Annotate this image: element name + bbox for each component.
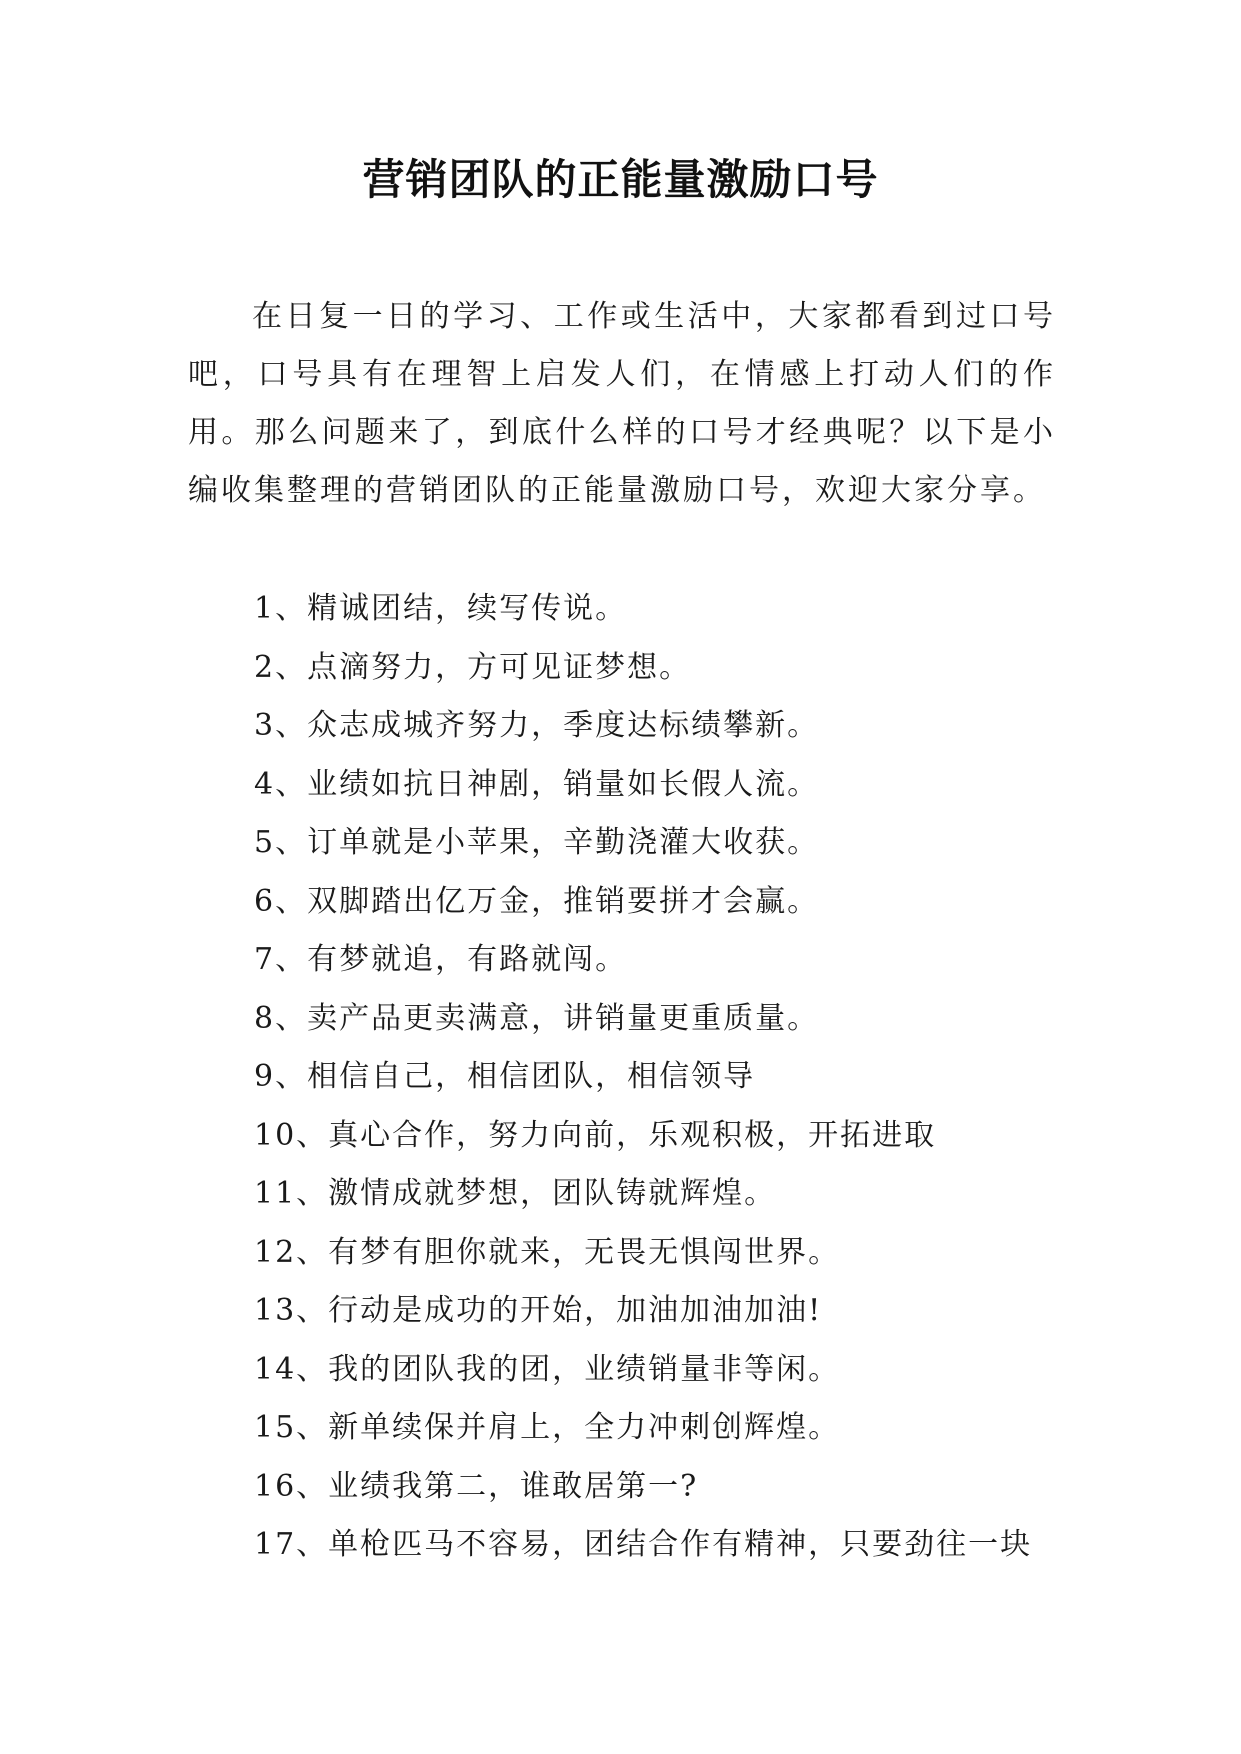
- slogan-item: 16、业绩我第二，谁敢居第一?: [254, 1468, 699, 1504]
- slogan-item: 7、有梦就追，有路就闯。: [254, 942, 628, 977]
- slogan-item: 5、订单就是小苹果，辛勤浇灌大收获。: [254, 825, 820, 860]
- slogan-item: 6、双脚踏出亿万金，推销要拼才会赢。: [254, 883, 820, 919]
- document-title: 营销团队的正能量激励口号: [362, 155, 879, 204]
- slogan-item: 4、业绩如抗日神剧，销量如长假人流。: [254, 766, 820, 802]
- slogan-item: 11、激情成就梦想，团队铸就辉煌。: [254, 1176, 777, 1211]
- slogan-item: 13、行动是成功的开始，加油加油加油!: [254, 1293, 823, 1328]
- slogan-item: 8、卖产品更卖满意，讲销量更重质量。: [254, 1000, 820, 1036]
- slogan-item: 9、相信自己，相信团队，相信领导: [254, 1059, 756, 1094]
- intro-paragraph: 在日复一日的学习、工作或生活中，大家都看到过口号吧，口号具有在理智上启发人们，在情感上打动人们的作用。那么问题来了，到底什么样的口号才经典呢？以下是小编收集整理的营销团队的正能量激励口号，欢迎大家分享。: [188, 299, 1056, 508]
- slogan-item: 15、新单续保并肩上，全力冲刺创辉煌。: [254, 1410, 841, 1445]
- slogan-list: [254, 580, 1074, 1575]
- slogan-item: 3、众志成城齐努力，季度达标绩攀新。: [254, 708, 820, 743]
- slogan-item: 1、精诚团结，续写传说。: [254, 591, 628, 626]
- slogan-item: 2、点滴努力，方可见证梦想。: [254, 649, 692, 685]
- slogan-item: 17、单枪匹马不容易，团结合作有精神，只要劲往一块: [254, 1527, 1033, 1562]
- slogan-item: 14、我的团队我的团，业绩销量非等闲。: [254, 1351, 841, 1387]
- slogan-item: 12、有梦有胆你就来，无畏无惧闯世界。: [254, 1234, 841, 1270]
- slogan-item: 10、真心合作，努力向前，乐观积极，开拓进取: [254, 1117, 937, 1153]
